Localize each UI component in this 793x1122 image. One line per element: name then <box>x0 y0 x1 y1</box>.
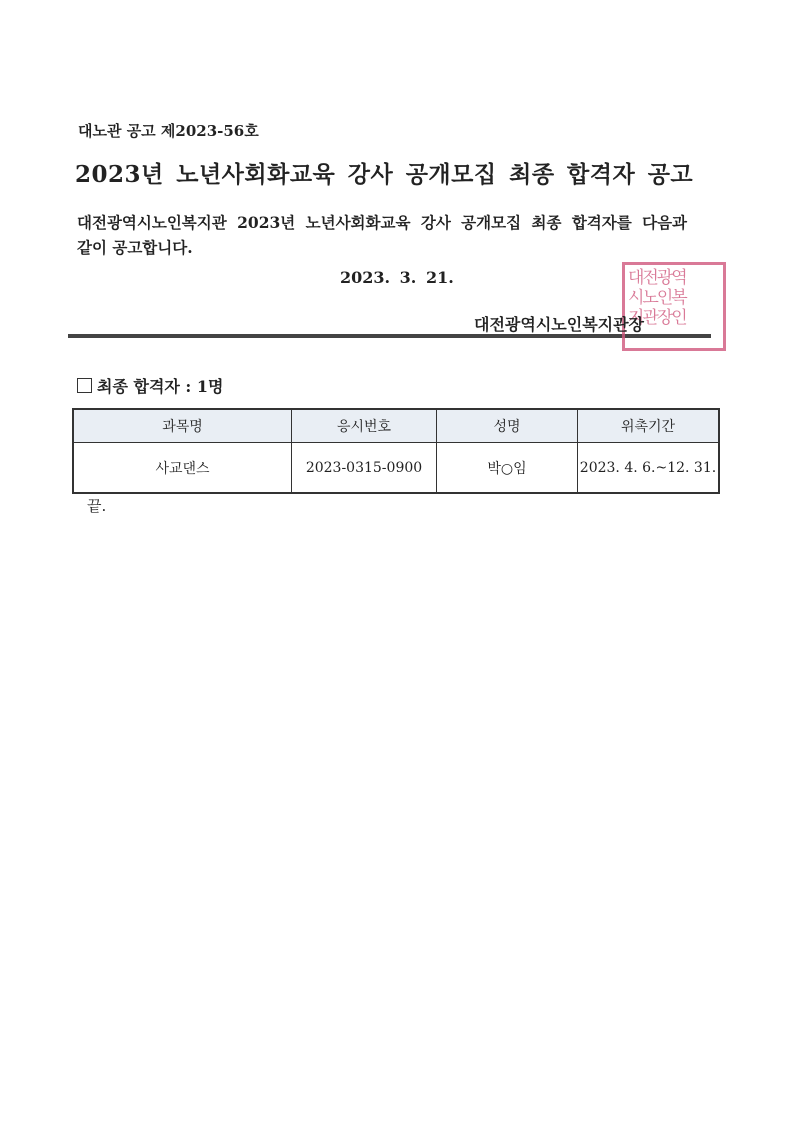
cell-period: 2023. 4. 6.~12. 31. <box>578 443 720 494</box>
header-exam-number: 응시번호 <box>292 409 437 443</box>
body-text-line-1: 대전광역시노인복지관 2023년 노년사회화교육 강사 공개모집 최종 합격자를 다음과 <box>77 213 688 232</box>
signer-name: 대전광역시노인복지관장 <box>474 315 645 334</box>
official-seal-stamp: 대전광역 시노인복 지관장인 <box>622 262 726 351</box>
cell-name: 박○임 <box>437 443 578 494</box>
checkbox-square-icon <box>77 378 92 393</box>
header-period: 위촉기간 <box>578 409 720 443</box>
body-text-line-2: 같이 공고합니다. <box>77 238 193 257</box>
table-header-row <box>73 409 719 443</box>
cell-subject: 사교댄스 <box>73 443 292 494</box>
results-table <box>72 408 720 494</box>
header-name: 성명 <box>437 409 578 443</box>
cell-exam-number: 2023-0315-0900 <box>292 443 437 494</box>
header-subject: 과목명 <box>73 409 292 443</box>
section-heading <box>77 374 224 397</box>
announcement-date: 2023. 3. 21. <box>340 268 454 287</box>
document-number: 대노관 공고 제2023-56호 <box>78 122 259 140</box>
end-mark: 끝. <box>87 497 107 515</box>
section-heading-text: 최종 합격자 : 1명 <box>97 377 224 396</box>
table-row <box>73 443 719 494</box>
document-title: 2023년 노년사회화교육 강사 공개모집 최종 합격자 공고 <box>75 161 694 188</box>
